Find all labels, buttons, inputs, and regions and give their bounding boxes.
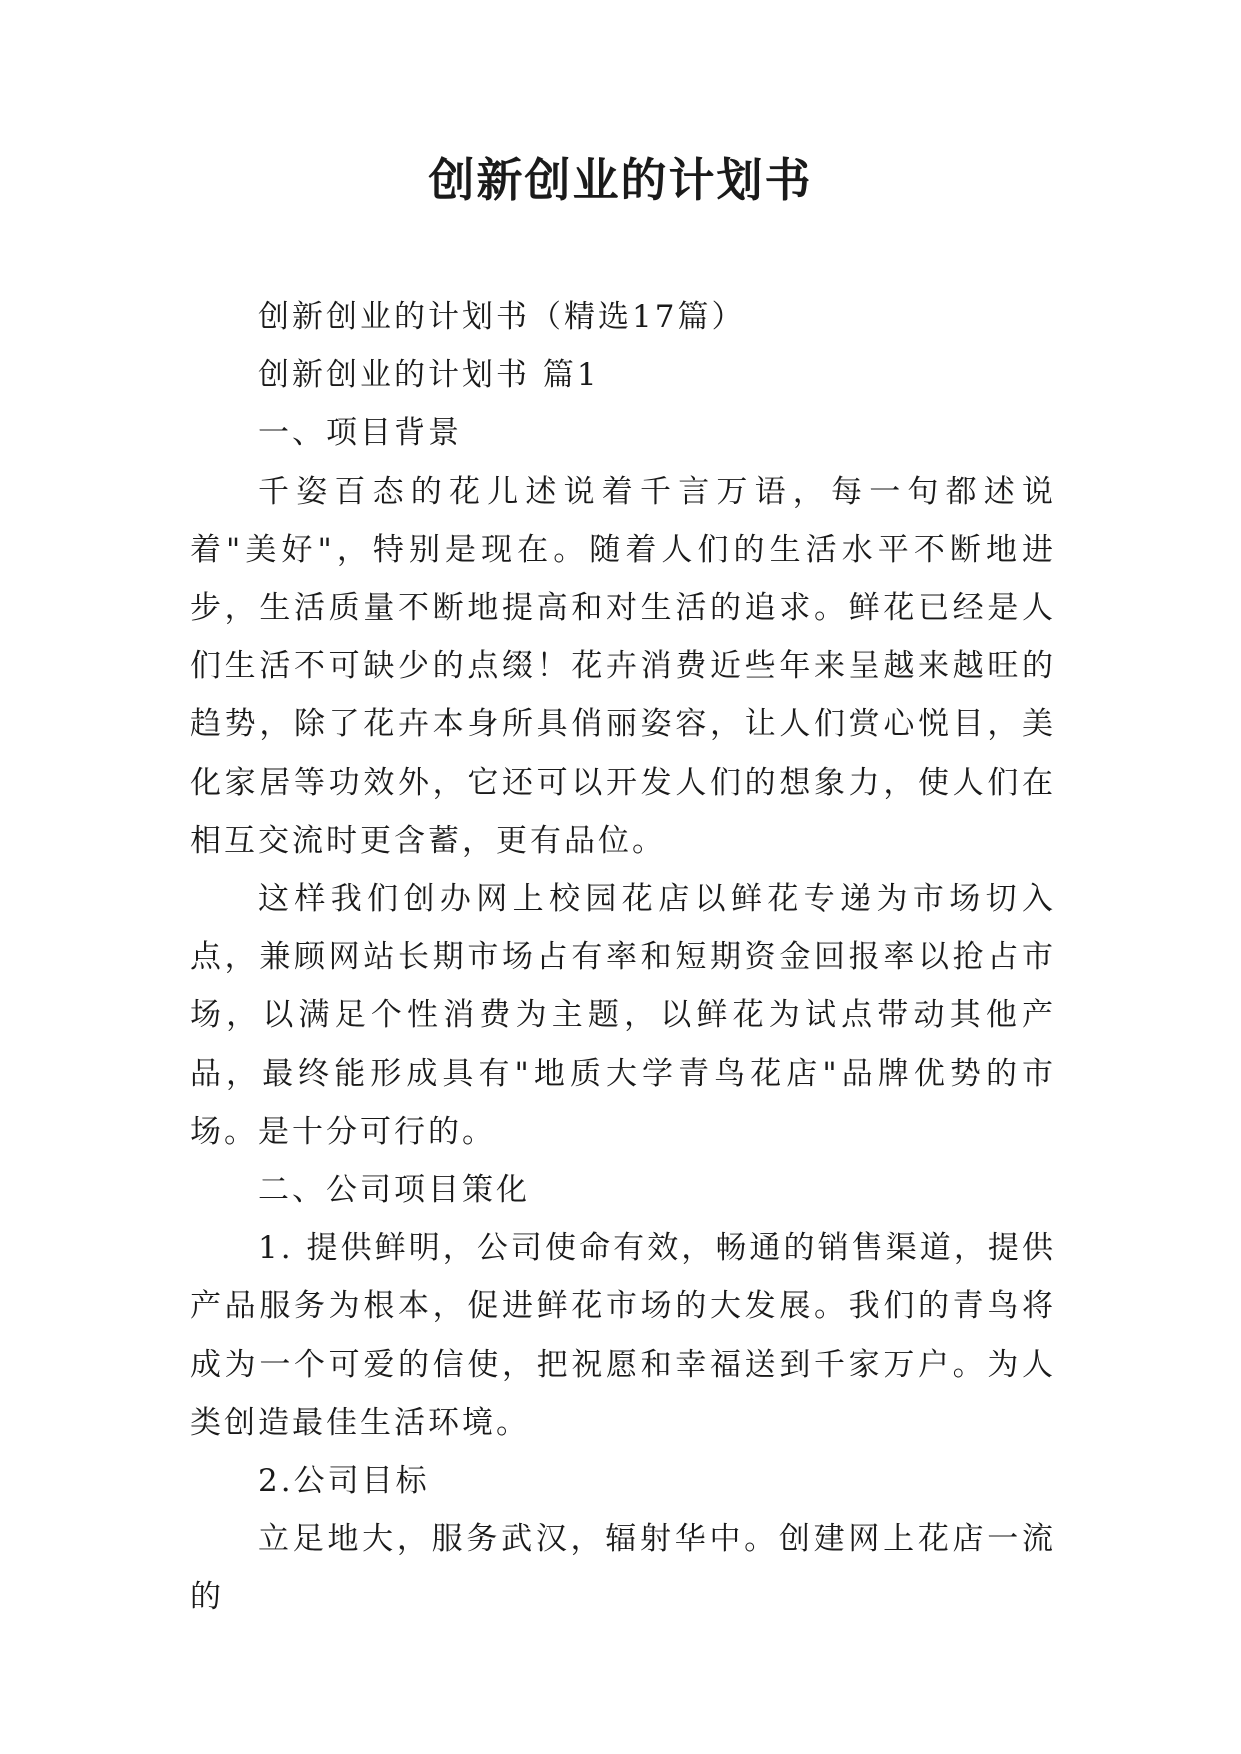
paragraph-subtitle: 创新创业的计划书（精选17篇） <box>258 299 746 335</box>
paragraph-goal-text: 立足地大，服务武汉，辐射华中。创建网上花店一流的 <box>190 1521 1056 1616</box>
paragraph-heading-project: 二、公司项目策化 <box>258 1172 530 1209</box>
document-title: 创新创业的计划书 <box>428 153 813 207</box>
paragraph-mission: 1. 提供鲜明，公司使命有效，畅通的销售渠道，提供产品服务为根本，促进鲜花市场的大发展。我们的青鸟将成为一个可爱的信使，把祝愿和幸福送到千家万户。为人类创造最佳生活环境。 <box>190 1230 1056 1441</box>
paragraph-store-plan: 这样我们创办网上校园花店以鲜花专递为市场切入点，兼顾网站长期市场占有率和短期资金回报率以抢占市场，以满足个性消费为主题，以鲜花为试点带动其他产品，最终能形成具有"地质大学青鸟花店"品牌优势的市场。是十分可行的。 <box>190 881 1056 1150</box>
document-body <box>190 288 1056 1627</box>
paragraph-heading-goal: 2.公司目标 <box>258 1463 430 1500</box>
paragraph-heading-background: 一、项目背景 <box>258 415 462 452</box>
paragraph-section-heading: 创新创业的计划书 篇1 <box>258 357 600 394</box>
paragraph-background-text: 千姿百态的花儿述说着千言万语，每一句都述说着"美好"，特别是现在。随着人们的生活水平不断地进步，生活质量不断地提高和对生活的追求。鲜花已经是人们生活不可缺少的点缀！花卉消费近些年来呈越来越旺的趋势，除了花卉本身所具俏丽姿容，让人们赏心悦目，美化家居等功效外，它还可以开发人们的想象力，使人们在相互交流时更含蓄，更有品位。 <box>190 473 1056 859</box>
